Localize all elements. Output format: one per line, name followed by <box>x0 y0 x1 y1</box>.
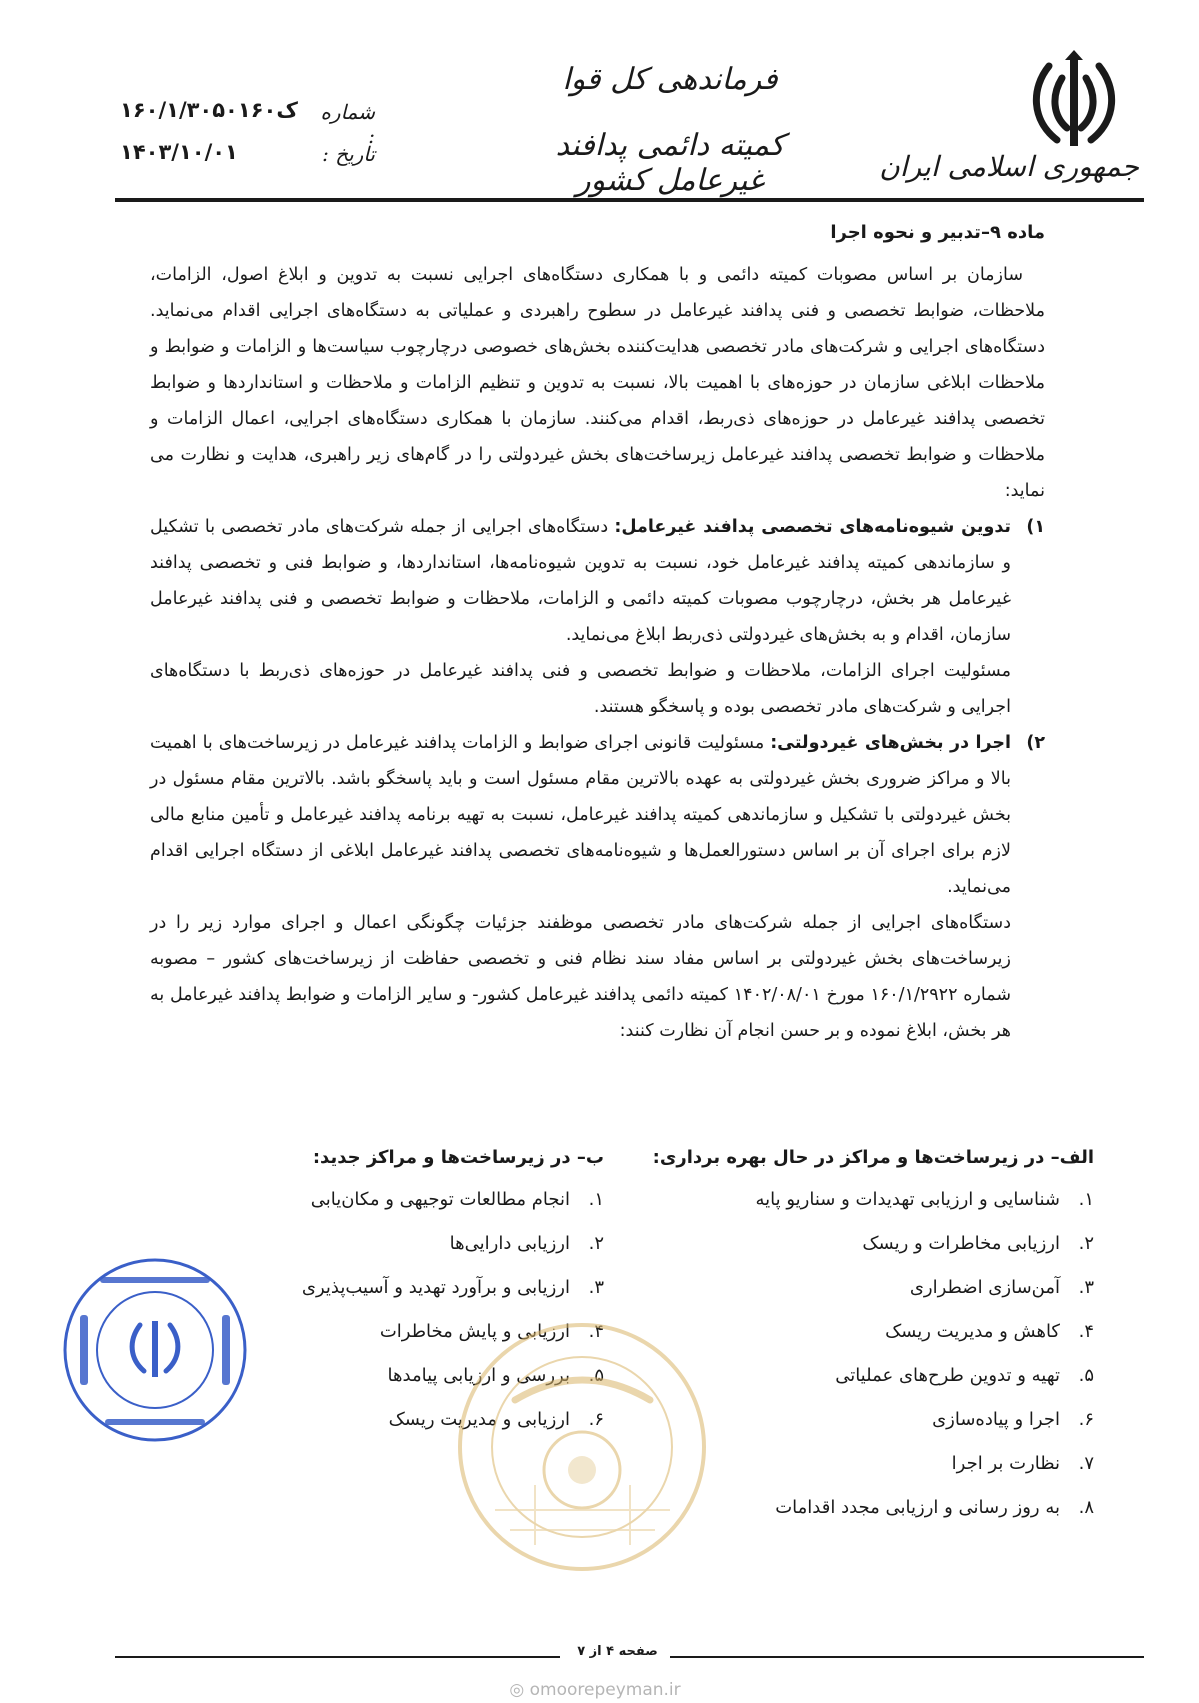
item-text: مسئولیت قانونی اجرای ضوابط و الزامات پدافند غیرعامل در زیرساخت‌های با اهمیت بالا و مراکز ضروری بخش غیردولتی به عهده بالاترین مقام مسئول است و باید پاسخگو باشد. بالاترین مقام مسئول در بخش غیردولتی با تشکیل و سازماندهی کمیته پدافند غیرعامل، نسبت به تهیه برنامه پدافند غیرعامل و تأمین منابع مالی لازم برای اجرای آن بر اساس دستورالعمل‌ها و شیوه‌نامه‌های تخصصی پدافند غیرعامل ابلاغی از دستگاه اجرایی اقدام می‌نماید. <box>150 733 1011 897</box>
list-item: ۳. آمن‌سازی اضطراری <box>909 1277 1094 1298</box>
article-intro: سازمان بر اساس مصوبات کمیته دائمی و با همکاری دستگاه‌های اجرایی نسبت به تدوین و ابلاغ اصول، الزامات، ملاحظات، ضوابط تخصصی و فنی پدافند غیرعامل در سطوح راهبردی و عملیاتی به دستگاه‌های اجرایی اقدام می‌نماید. دستگاه‌های اجرایی و شرکت‌های مادر تخصصی هدایت‌کننده بخش‌های خصوصی درچارچوب سیاست‌ها و الزامات و ضوابط و ملاحظات ابلاغی سازمان در حوزه‌های با اهمیت بالا، نسبت به تدوین و تنظیم الزامات و ملاحظات و استانداردها و ضوابط تخصصی پدافند غیرعامل در حوزه‌های ذی‌ربط، اقدام می‌کنند. سازمان با همکاری دستگاه‌های اجرایی، اعمال الزامات و ملاحظات و ضوابط تخصصی پدافند غیرعامل زیرساخت‌های بخش غیردولتی را در گام‌های زیر راهبری، هدایت و نظارت می نماید: <box>150 265 1045 501</box>
list-item: ۶. ارزیابی و مدیریت ریسک <box>388 1409 604 1430</box>
article-item-1 <box>150 509 1045 653</box>
letter-number-label: شماره : <box>320 100 375 148</box>
article-body <box>150 215 1045 1049</box>
org-name-line2: کمیته دائمی پدافند غیرعامل کشور <box>555 128 785 198</box>
letter-date-label: تاریخ : <box>322 142 375 166</box>
article-item-2 <box>150 725 1045 905</box>
item-heading: تدوین شیوه‌نامه‌های تخصصی پدافند غیرعامل: <box>614 517 1011 537</box>
item-number: ۲) <box>1026 733 1045 753</box>
watermark-stamp-icon <box>455 1320 710 1575</box>
footer-divider-left <box>115 1656 560 1658</box>
list-b-heading: ب– در زیرساخت‌ها و مراکز جدید: <box>312 1147 604 1168</box>
website-text: omoorepeyman.ir <box>529 1680 681 1700</box>
list-item: ۵. بررسی و ارزیابی پیامدها <box>387 1365 604 1386</box>
org-name-line1: فرماندهی کل قوا <box>562 62 778 97</box>
list-item: ۱. شناسایی و ارزیابی تهدیدات و سناریو پایه <box>755 1189 1094 1210</box>
republic-name: جمهوری اسلامی ایران <box>879 150 1139 183</box>
item-number: ۱) <box>1026 517 1045 537</box>
header-divider <box>115 198 1144 202</box>
list-item: ۴. کاهش و مدیریت ریسک <box>885 1321 1094 1342</box>
letter-number-value: ۱۶۰/۱/۳۰۵۰ک۱۶۰ <box>120 98 298 122</box>
list-item: ۳. ارزیابی و برآورد تهدید و آسیب‌پذیری <box>301 1277 604 1298</box>
official-seal-icon <box>60 1255 250 1445</box>
footer-divider-right <box>670 1656 1144 1658</box>
iran-emblem-icon <box>1029 48 1119 158</box>
item-heading: اجرا در بخش‌های غیردولتی: <box>770 733 1011 753</box>
list-item: ۶. اجرا و پیاده‌سازی <box>932 1409 1094 1430</box>
item-2-extra: دستگاه‌های اجرایی از جمله شرکت‌های مادر تخصصی موظفند جزئیات چگونگی اعمال و اجرای موارد زیر را در زیرساخت‌های بخش غیردولتی بر اساس مفاد سند نظام فنی و تخصصی حفاظت از زیرساخت‌های کشور – مصوبه شماره ۱۶۰/۱/۲۹۲۲ مورخ ۱۴۰۲/۰۸/۰۱ کمیته دائمی پدافند غیرعامل کشور- و سایر الزامات و ضوابط پدافند غیرعامل به هر بخش، ابلاغ نموده و بر حسن انجام آن نظارت کنند: <box>150 913 1011 1041</box>
page-number: صفحه ۴ از ۷ <box>577 1644 658 1659</box>
list-item: ۷. نظارت بر اجرا <box>951 1453 1094 1474</box>
list-a-heading: الف– در زیرساخت‌ها و مراکز در حال بهره برداری: <box>652 1147 1094 1168</box>
list-item: ۵. تهیه و تدوین طرح‌های عملیاتی <box>835 1365 1094 1386</box>
website-watermark: ◎ omoorepeyman.ir <box>509 1680 681 1700</box>
list-item: ۱. انجام مطالعات توجیهی و مکان‌یابی <box>310 1189 604 1210</box>
letter-date-value: ۱۴۰۳/۱۰/۰۱ <box>120 140 238 164</box>
list-item: ۲. ارزیابی دارایی‌ها <box>449 1233 604 1254</box>
item-1-extra: مسئولیت اجرای الزامات، ملاحظات و ضوابط تخصصی و فنی پدافند غیرعامل در حوزه‌های ذی‌ربط با دستگاه‌های اجرایی و شرکت‌های مادر تخصصی بوده و پاسخگو هستند. <box>150 661 1011 717</box>
article-title: ماده ۹–تدبیر و نحوه اجرا <box>830 222 1045 243</box>
list-item: ۴. ارزیابی و پایش مخاطرات <box>379 1321 604 1342</box>
list-item: ۸. به روز رسانی و ارزیابی مجدد اقدامات <box>775 1497 1094 1518</box>
item-text: دستگاه‌های اجرایی از جمله شرکت‌های مادر تخصصی با تشکیل و سازماندهی کمیته پدافند غیرعامل خود، نسبت به تدوین شیوه‌نامه‌ها، استانداردها، و ضوابط فنی و تخصصی پدافند غیرعامل هر بخش، درچارچوب مصوبات کمیته دائمی و الزامات، ملاحظات و ضوابط تخصصی و فنی پدافند غیرعامل سازمان، اقدام و به بخش‌های غیردولتی ذی‌ربط ابلاغ می‌نماید. <box>150 517 1011 645</box>
list-item: ۲. ارزیابی مخاطرات و ریسک <box>862 1233 1094 1254</box>
